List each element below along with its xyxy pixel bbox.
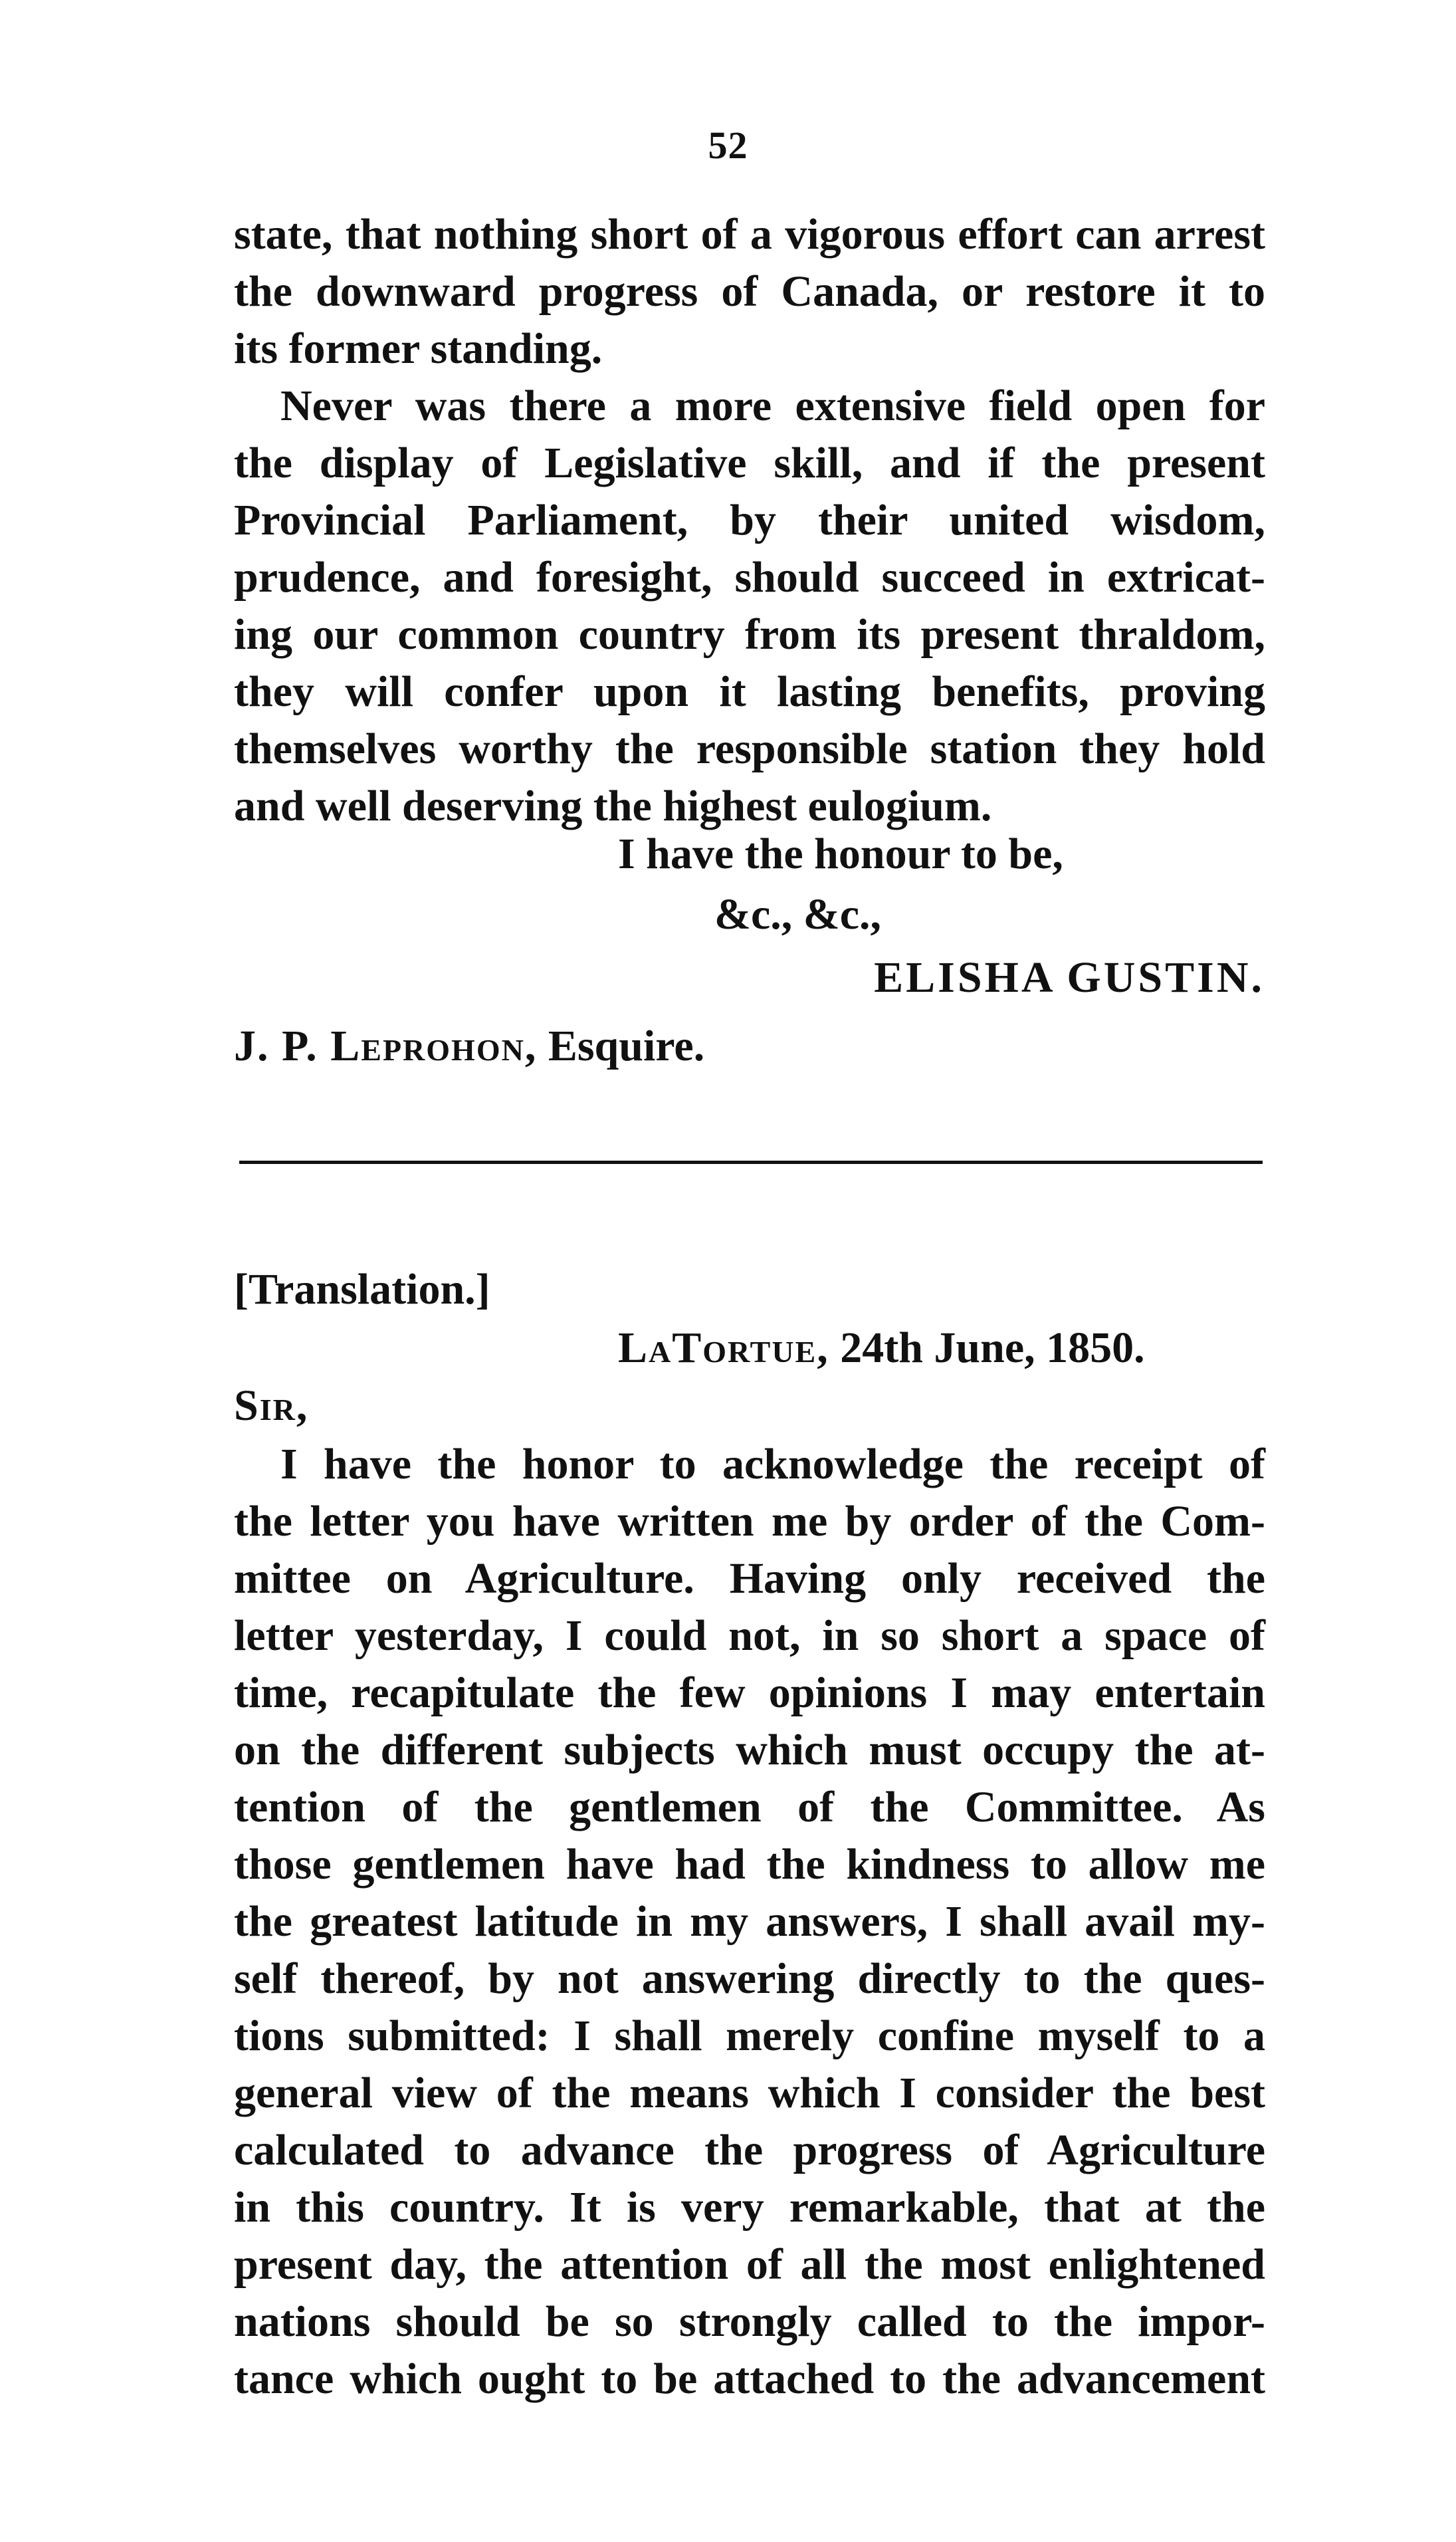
body-line: I have the honor to acknowledge the receipt of <box>280 1440 1265 1488</box>
dateline <box>618 1320 1145 1377</box>
body-line: themselves worthy the responsible station they hold <box>234 725 1265 773</box>
body-line: mittee on Agriculture. Having only received the <box>234 1554 1265 1603</box>
body-line: ing our common country from its present thraldom, <box>234 610 1265 659</box>
body-line: prudence, and foresight, should succeed in extricat- <box>234 553 1265 602</box>
body-line: the letter you have written me by order of the Com- <box>234 1497 1265 1546</box>
body-line: the greatest latitude in my answers, I shall avail my- <box>234 1897 1265 1946</box>
signature: ELISHA GUSTIN. <box>874 953 1265 1002</box>
letter-translation-body <box>234 1436 1265 2408</box>
addressee-name: J. P. Leprohon, <box>234 1022 538 1070</box>
body-line: the display of Legislative skill, and if the present <box>234 439 1265 487</box>
addressee-title: Esquire. <box>548 1022 705 1070</box>
body-line: in this country. It is very remarkable, that at the <box>234 2183 1265 2232</box>
body-line: tance which ought to be attached to the advancement <box>234 2355 1265 2403</box>
salutation: Sir, <box>234 1381 309 1430</box>
body-line: those gentlemen have had the kindness to allow me <box>234 1840 1265 1889</box>
body-line: time, recapitulate the few opinions I may entertain <box>234 1669 1265 1717</box>
body-line: and well deserving the highest eulogium. <box>234 782 992 830</box>
dateline-place: LaTortue, <box>618 1324 829 1372</box>
body-line: state, that nothing short of a vigorous effort can arrest <box>234 210 1265 259</box>
translation-label: [Translation.] <box>234 1265 490 1314</box>
body-line: Provincial Parliament, by their united wisdom, <box>234 496 1265 544</box>
dateline-date: 24th June, 1850. <box>840 1324 1145 1372</box>
body-line: its former standing. <box>234 324 603 373</box>
body-line: they will confer upon it lasting benefits, proving <box>234 667 1265 716</box>
letter-gustin-body <box>234 206 1265 835</box>
body-line: tions submitted: I shall merely confine myself to a <box>234 2012 1265 2060</box>
complimentary-close-etc: &c., &c., <box>714 890 882 939</box>
body-line: self thereof, by not answering directly to the ques- <box>234 1954 1265 2003</box>
body-line: on the different subjects which must occupy the at- <box>234 1726 1265 1774</box>
addressee <box>234 1018 704 1075</box>
section-divider <box>239 1161 1263 1164</box>
body-line: calculated to advance the progress of Agriculture <box>234 2126 1265 2174</box>
body-line: nations should be so strongly called to the impor- <box>234 2297 1265 2346</box>
body-line: tention of the gentlemen of the Committee. As <box>234 1783 1265 1831</box>
body-line: Never was there a more extensive field open for <box>280 382 1265 430</box>
complimentary-close: I have the honour to be, <box>618 830 1063 878</box>
page-number: 52 <box>708 124 748 167</box>
body-line: the downward progress of Canada, or restore it to <box>234 267 1265 316</box>
body-line: letter yesterday, I could not, in so short a space of <box>234 1611 1265 1660</box>
body-line: general view of the means which I consider the best <box>234 2069 1265 2117</box>
body-line: present day, the attention of all the most enlightened <box>234 2240 1265 2289</box>
